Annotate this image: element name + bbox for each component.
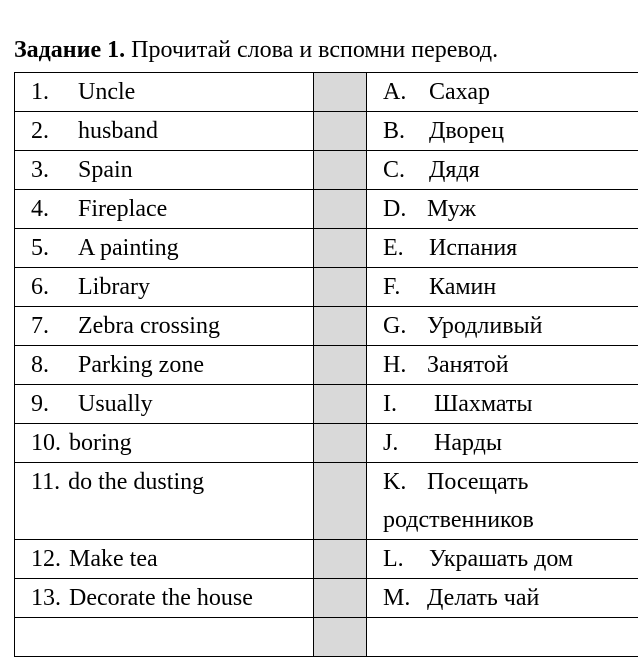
word-cell — [15, 618, 314, 657]
russian-translation: Украшать дом — [429, 546, 573, 572]
answer-gap-cell — [314, 73, 367, 112]
russian-translation: Делать чай — [427, 585, 539, 611]
table-row — [15, 579, 638, 618]
english-word: Library — [78, 274, 150, 300]
translation-cell — [367, 73, 638, 112]
word-number: 2. — [31, 112, 78, 150]
russian-translation: Нарды — [434, 430, 502, 456]
translation-letter: A. — [383, 73, 429, 111]
russian-translation: Шахматы — [434, 391, 533, 417]
word-cell — [15, 73, 314, 112]
table-row — [15, 268, 638, 307]
matching-table — [14, 72, 638, 657]
russian-translation: Дядя — [429, 157, 480, 183]
translation-cell — [367, 268, 638, 307]
english-word: do the dusting — [68, 469, 204, 495]
translation-cell — [367, 618, 638, 657]
translation-letter: H. — [383, 346, 427, 384]
russian-translation-line2: родственников — [383, 507, 534, 533]
word-cell — [15, 463, 314, 540]
russian-translation: Посещать — [427, 469, 528, 495]
word-cell — [15, 424, 314, 463]
table-row — [15, 385, 638, 424]
word-number: 7. — [31, 307, 78, 345]
russian-translation: Испания — [429, 235, 517, 261]
answer-gap-cell — [314, 540, 367, 579]
translation-letter: I. — [383, 385, 434, 423]
task-heading — [14, 37, 498, 64]
answer-gap-cell — [314, 579, 367, 618]
english-word: Parking zone — [78, 352, 204, 378]
translation-cell — [367, 385, 638, 424]
table-row — [15, 190, 638, 229]
answer-gap-cell — [314, 190, 367, 229]
word-cell — [15, 346, 314, 385]
russian-translation: Сахар — [429, 79, 490, 105]
translation-cell — [367, 190, 638, 229]
translation-cell — [367, 307, 638, 346]
translation-letter: J. — [383, 424, 434, 462]
table-row — [15, 540, 638, 579]
word-cell — [15, 307, 314, 346]
table-row — [15, 151, 638, 190]
answer-gap-cell — [314, 307, 367, 346]
answer-gap-cell — [314, 151, 367, 190]
translation-cell — [367, 112, 638, 151]
table-row — [15, 424, 638, 463]
english-word: Uncle — [78, 79, 135, 105]
word-cell — [15, 151, 314, 190]
word-number: 13. — [31, 579, 61, 617]
translation-cell — [367, 151, 638, 190]
word-cell — [15, 579, 314, 618]
task-label: Задание 1. — [14, 37, 125, 63]
translation-letter: L. — [383, 540, 429, 578]
russian-translation: Занятой — [427, 352, 509, 378]
answer-gap-cell — [314, 112, 367, 151]
word-number: 12. — [31, 540, 61, 578]
answer-gap-cell — [314, 268, 367, 307]
english-word: Usually — [78, 391, 153, 417]
english-word: Fireplace — [78, 196, 167, 222]
english-word: husband — [78, 118, 158, 144]
translation-letter: G. — [383, 307, 427, 345]
word-number: 1. — [31, 73, 78, 111]
word-number: 4. — [31, 190, 78, 228]
translation-letter: K. — [383, 463, 427, 501]
answer-gap-cell — [314, 346, 367, 385]
english-word: Decorate the house — [69, 585, 253, 611]
answer-gap-cell — [314, 463, 367, 540]
translation-cell — [367, 229, 638, 268]
word-number: 6. — [31, 268, 78, 306]
table-row — [15, 73, 638, 112]
translation-letter: D. — [383, 190, 427, 228]
translation-cell — [367, 424, 638, 463]
word-number: 11. — [31, 463, 60, 501]
table-row — [15, 618, 638, 657]
russian-translation: Уродливый — [427, 313, 543, 339]
table-row — [15, 112, 638, 151]
answer-gap-cell — [314, 229, 367, 268]
word-number: 9. — [31, 385, 78, 423]
english-word: A painting — [78, 235, 179, 261]
word-number: 5. — [31, 229, 78, 267]
word-cell — [15, 540, 314, 579]
table-row — [15, 463, 638, 540]
word-number: 8. — [31, 346, 78, 384]
table-row — [15, 307, 638, 346]
word-number: 10. — [31, 424, 61, 462]
english-word: Zebra crossing — [78, 313, 220, 339]
english-word: boring — [69, 430, 132, 456]
word-cell — [15, 229, 314, 268]
table-row — [15, 229, 638, 268]
word-number: 3. — [31, 151, 78, 189]
word-cell — [15, 385, 314, 424]
word-cell — [15, 190, 314, 229]
translation-letter: C. — [383, 151, 429, 189]
answer-gap-cell — [314, 618, 367, 657]
word-cell — [15, 268, 314, 307]
translation-cell — [367, 346, 638, 385]
translation-cell — [367, 540, 638, 579]
translation-cell — [367, 463, 638, 540]
russian-translation: Камин — [429, 274, 496, 300]
translation-letter: E. — [383, 229, 429, 267]
answer-gap-cell — [314, 385, 367, 424]
russian-translation: Муж — [427, 196, 476, 222]
translation-letter: F. — [383, 268, 429, 306]
translation-letter: B. — [383, 112, 429, 150]
word-cell — [15, 112, 314, 151]
english-word: Make tea — [69, 546, 158, 572]
translation-letter: M. — [383, 579, 427, 617]
answer-gap-cell — [314, 424, 367, 463]
task-instruction: Прочитай слова и вспомни перевод. — [125, 37, 498, 63]
english-word: Spain — [78, 157, 133, 183]
table-row — [15, 346, 638, 385]
translation-cell — [367, 579, 638, 618]
russian-translation: Дворец — [429, 118, 504, 144]
